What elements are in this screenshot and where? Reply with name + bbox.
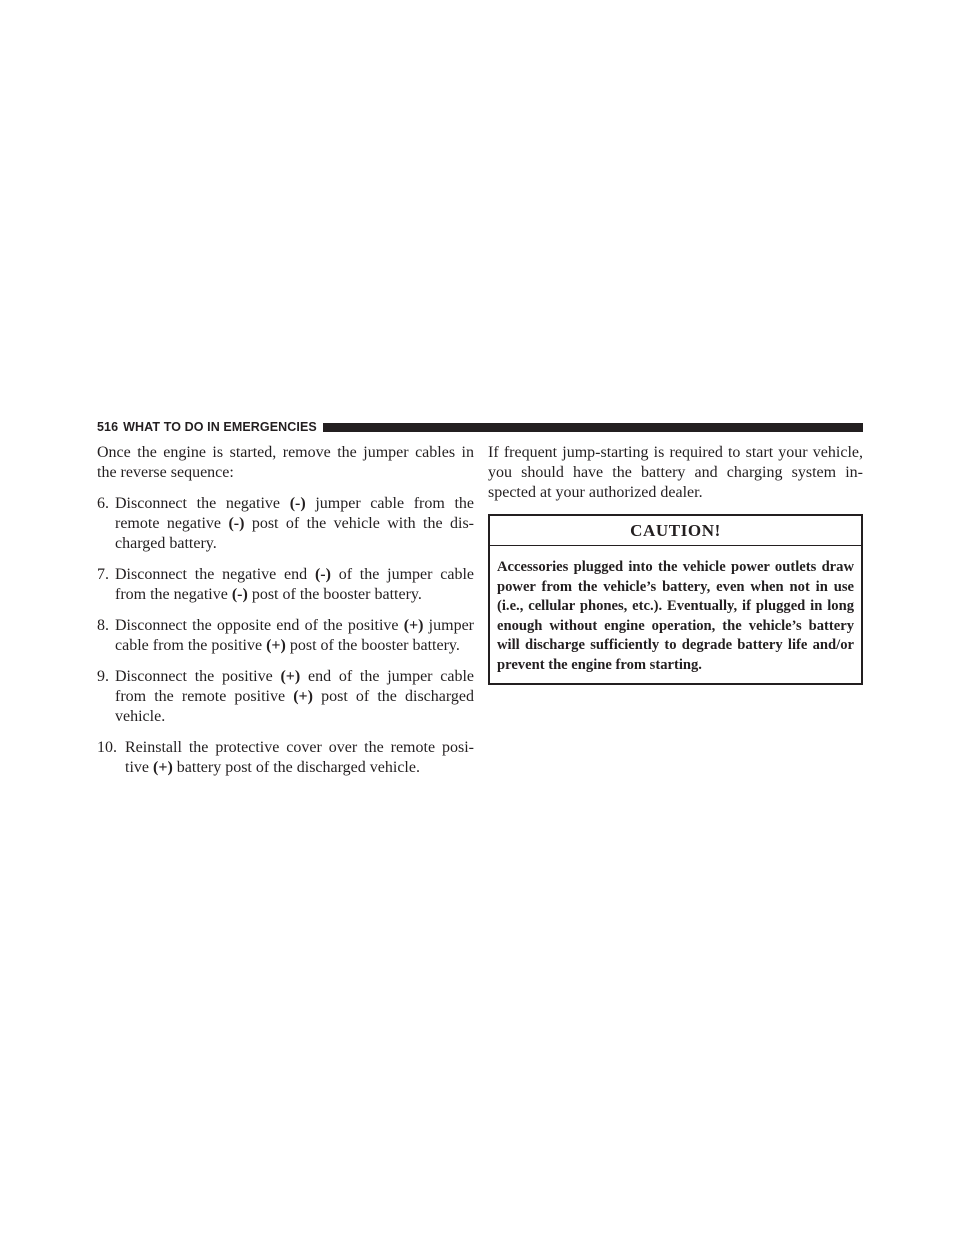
step-number: 8. (97, 617, 109, 634)
step-text: Reinstall the protective cover over the remote posi-tive (+) battery post of the discharged vehicle. (125, 739, 474, 776)
header-rule (323, 423, 863, 432)
page-header (97, 419, 863, 435)
step-10 (97, 738, 474, 778)
intro-paragraph: Once the engine is started, remove the jumper cables in the reverse sequence: (97, 444, 474, 481)
step-number: 10. (97, 739, 117, 756)
section-title: WHAT TO DO IN EMERGENCIES (123, 420, 317, 434)
step-number: 9. (97, 668, 109, 685)
step-7 (97, 565, 474, 605)
step-text: Disconnect the positive (+) end of the jumper cable from the remote positive (+) post of the discharged vehicle. (115, 668, 475, 725)
step-number: 6. (97, 495, 109, 512)
page-number: 516 (97, 420, 119, 434)
caution-text: Accessories plugged into the vehicle power outlets draw power from the vehicle’s battery, even when not in use (i.e., cellular phones, etc.). Eventually, if plugged in long enough without engine operation, the vehicle’s battery will discharge sufficiently to degrade battery life and/or prevent the engine from starting. (497, 559, 854, 673)
step-text: Disconnect the negative (-) jumper cable from the remote negative (-) post of the vehicle with the dis-charged battery. (115, 495, 475, 552)
left-column (97, 443, 474, 789)
step-number: 7. (97, 566, 109, 583)
caution-box (488, 514, 863, 685)
step-6 (97, 494, 474, 554)
maintenance-paragraph: If frequent jump-starting is required to start your vehicle, you should have the battery and charging system in-spected at your authorized dealer. (488, 444, 863, 501)
right-column (488, 443, 863, 685)
step-text: Disconnect the negative end (-) of the jumper cable from the negative (-) post of the booster battery. (115, 566, 474, 603)
step-9 (97, 667, 474, 727)
step-text: Disconnect the opposite end of the positive (+) jumper cable from the positive (+) post of the booster battery. (115, 617, 474, 654)
caution-title: CAUTION! (490, 516, 861, 546)
step-8 (97, 616, 474, 656)
